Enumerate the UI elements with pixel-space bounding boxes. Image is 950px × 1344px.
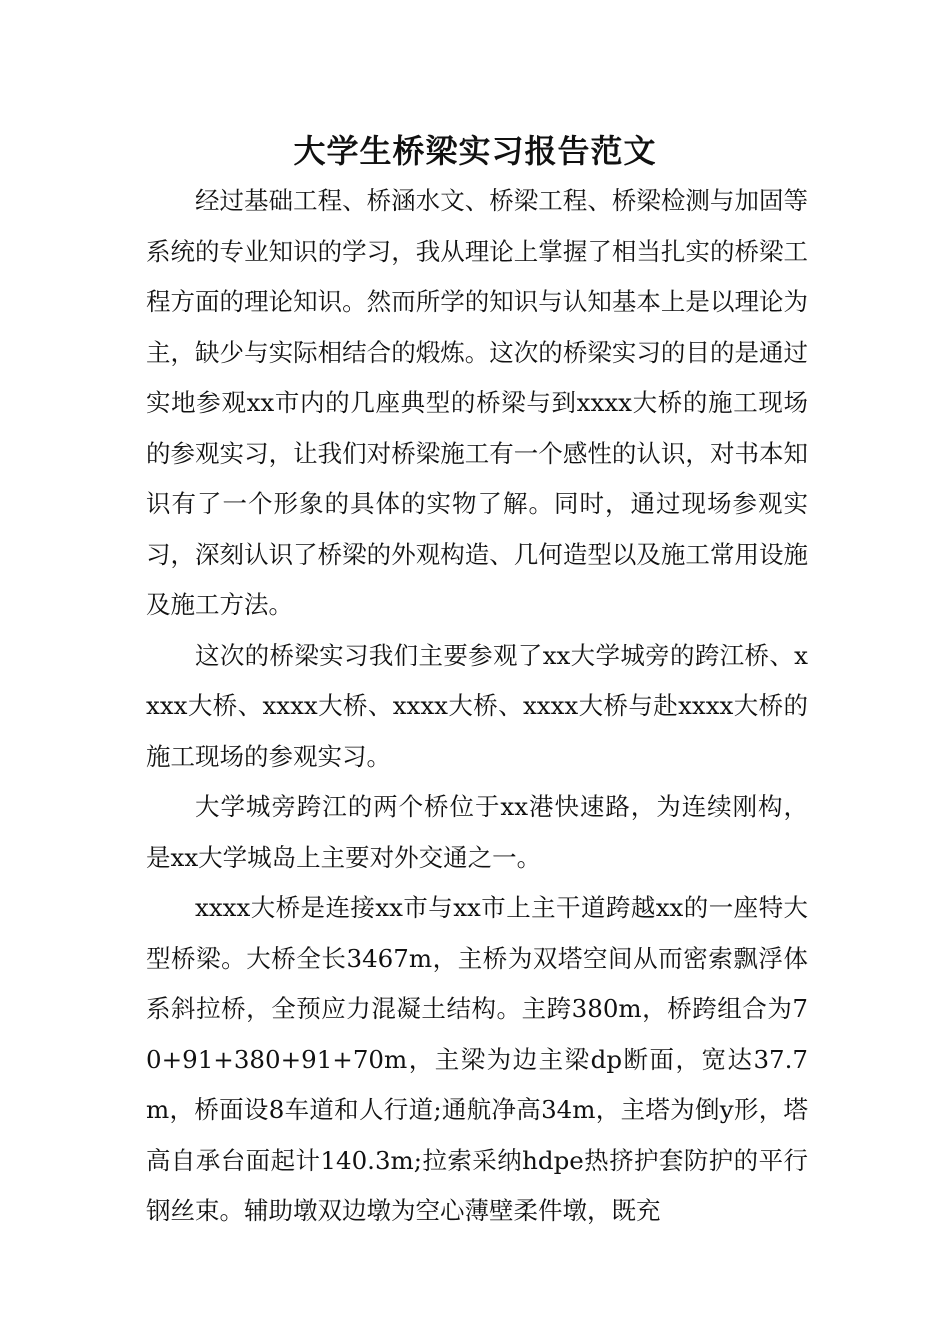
paragraph-intro: 经过基础工程、桥涵水文、桥梁工程、桥梁检测与加固等系统的专业知识的学习，我从理论上掌握了相当扎实的桥梁工程方面的理论知识。然而所学的知识与认知基本上是以理论为主，缺少与实际相结合的煅炼。这次的桥梁实习的目的是通过实地参观xx市内的几座典型的桥梁与到xxxx大桥的施工现场的参观实习，让我们对桥梁施工有一个感性的认识，对书本知识有了一个形象的具体的实物了解。同时，通过现场参观实习，深刻认识了桥梁的外观构造、几何造型以及施工常用设施及施工方法。 (146, 186, 808, 619)
paragraph-university-bridge: 大学城旁跨江的两个桥位于xx港快速路，为连续刚构，是xx大学城岛上主要对外交通之一。 (146, 792, 808, 872)
paragraph-large-bridge: xxxx大桥是连接xx市与xx市上主干道跨越xx的一座特大型桥梁。大桥全长3467m，主桥为双塔空间从而密索飘浮体系斜拉桥，全预应力混凝土结构。主跨380m，桥跨组合为70+91+380+91+70m，主梁为边主梁dp断面，宽达37.7m，桥面设8车道和人行道;通航净高34m，主塔为倒y形，塔高自承台面起计140.3m;拉索采纳hdpe热挤护套防护的平行钢丝束。辅助墩双边墩为空心薄壁柔件墩，既充 (146, 893, 808, 1225)
paragraph-bridges-visited: 这次的桥梁实习我们主要参观了xx大学城旁的跨江桥、xxxx大桥、xxxx大桥、xxxx大桥、xxxx大桥与赴xxxx大桥的施工现场的参观实习。 (146, 640, 808, 771)
document-body (146, 176, 808, 1237)
document-title: 大学生桥梁实习报告范文 (293, 132, 657, 170)
